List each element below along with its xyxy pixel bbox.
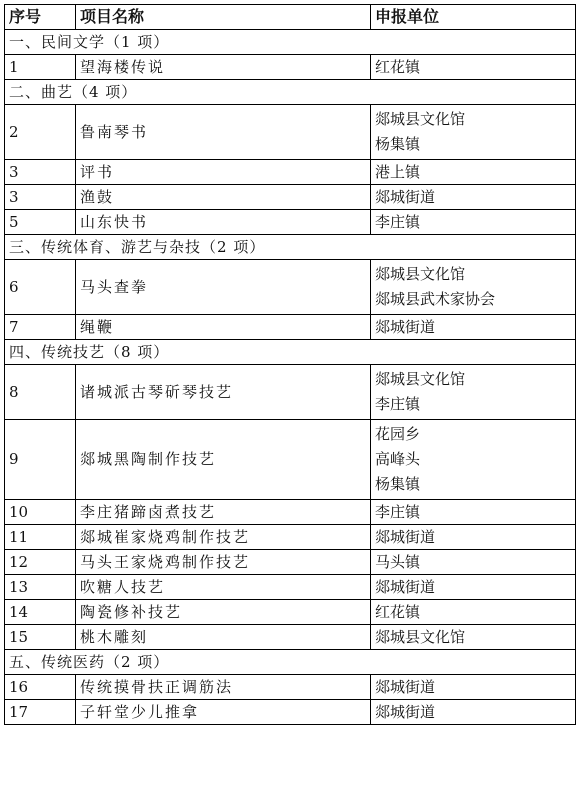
table-row [5, 420, 576, 500]
unit-cell [371, 625, 576, 650]
table-row [5, 160, 576, 185]
unit-cell [371, 700, 576, 725]
project-name: 马头王家烧鸡制作技艺 [76, 550, 371, 575]
unit-cell [371, 185, 576, 210]
project-name: 绳鞭 [76, 315, 371, 340]
row-index: 11 [5, 525, 76, 550]
applicant-unit: 杨集镇 [375, 475, 421, 493]
project-name: 桃木雕刻 [76, 625, 371, 650]
applicant-unit: 郯城县文化馆 [375, 110, 466, 128]
unit-cell [371, 500, 576, 525]
applicant-unit: 郯城街道 [375, 678, 436, 696]
row-index: 14 [5, 600, 76, 625]
unit-cell [371, 260, 576, 315]
applicant-unit: 郯城街道 [375, 703, 436, 721]
table-row [5, 185, 576, 210]
unit-cell [371, 210, 576, 235]
project-name: 鲁南琴书 [76, 105, 371, 160]
table-row [5, 210, 576, 235]
unit-cell [371, 105, 576, 160]
table-row [5, 365, 576, 420]
applicant-unit: 花园乡 [375, 425, 421, 443]
unit-cell [371, 315, 576, 340]
unit-cell [371, 550, 576, 575]
header-row [5, 5, 576, 30]
unit-cell [371, 675, 576, 700]
section-title: 三、传统体育、游艺与杂技（2 项） [5, 235, 576, 260]
row-index: 15 [5, 625, 76, 650]
applicant-unit: 郯城县文化馆 [375, 265, 466, 283]
row-index: 5 [5, 210, 76, 235]
table-body [5, 30, 576, 725]
applicant-unit: 红花镇 [375, 58, 421, 76]
applicant-unit: 李庄镇 [375, 213, 421, 231]
project-name: 郯城黑陶制作技艺 [76, 420, 371, 500]
project-name: 马头查拳 [76, 260, 371, 315]
row-index: 6 [5, 260, 76, 315]
applicant-unit: 李庄镇 [375, 503, 421, 521]
table-row [5, 625, 576, 650]
row-index: 17 [5, 700, 76, 725]
section-row [5, 340, 576, 365]
unit-cell [371, 525, 576, 550]
row-index: 10 [5, 500, 76, 525]
unit-cell [371, 160, 576, 185]
table-row [5, 525, 576, 550]
row-index: 16 [5, 675, 76, 700]
unit-cell [371, 600, 576, 625]
unit-cell [371, 365, 576, 420]
header-index: 序号 [5, 5, 76, 30]
applicant-unit: 高峰头 [375, 450, 421, 468]
project-name: 吹糖人技艺 [76, 575, 371, 600]
project-name: 李庄猪蹄卤煮技艺 [76, 500, 371, 525]
row-index: 2 [5, 105, 76, 160]
applicant-unit: 郯城街道 [375, 318, 436, 336]
header-project: 项目名称 [76, 5, 371, 30]
project-name: 陶瓷修补技艺 [76, 600, 371, 625]
table-row [5, 55, 576, 80]
project-name: 传统摸骨扶正调筋法 [76, 675, 371, 700]
unit-cell [371, 420, 576, 500]
unit-cell [371, 575, 576, 600]
row-index: 7 [5, 315, 76, 340]
applicant-unit: 李庄镇 [375, 395, 421, 413]
row-index: 12 [5, 550, 76, 575]
table-row [5, 500, 576, 525]
section-row [5, 80, 576, 105]
section-title: 二、曲艺（4 项） [5, 80, 576, 105]
table-row [5, 675, 576, 700]
table-row [5, 575, 576, 600]
project-name: 望海楼传说 [76, 55, 371, 80]
project-name: 郯城崔家烧鸡制作技艺 [76, 525, 371, 550]
section-row [5, 235, 576, 260]
applicant-unit: 郯城街道 [375, 188, 436, 206]
row-index: 3 [5, 185, 76, 210]
header-unit: 申报单位 [371, 5, 576, 30]
project-name: 诸城派古琴斫琴技艺 [76, 365, 371, 420]
project-name: 评书 [76, 160, 371, 185]
table-row [5, 550, 576, 575]
project-name: 渔鼓 [76, 185, 371, 210]
unit-cell [371, 55, 576, 80]
section-title: 五、传统医药（2 项） [5, 650, 576, 675]
table-row [5, 315, 576, 340]
applicant-unit: 郯城县文化馆 [375, 370, 466, 388]
row-index: 3 [5, 160, 76, 185]
table-row [5, 600, 576, 625]
applicant-unit: 郯城县文化馆 [375, 628, 466, 646]
applicant-unit: 郯城街道 [375, 578, 436, 596]
heritage-table [4, 4, 576, 725]
project-name: 山东快书 [76, 210, 371, 235]
applicant-unit: 郯城街道 [375, 528, 436, 546]
row-index: 9 [5, 420, 76, 500]
applicant-unit: 郯城县武术家协会 [375, 290, 496, 308]
section-row [5, 650, 576, 675]
section-title: 四、传统技艺（8 项） [5, 340, 576, 365]
applicant-unit: 港上镇 [375, 163, 421, 181]
applicant-unit: 红花镇 [375, 603, 421, 621]
project-name: 子轩堂少儿推拿 [76, 700, 371, 725]
table-row [5, 260, 576, 315]
applicant-unit: 杨集镇 [375, 135, 421, 153]
row-index: 1 [5, 55, 76, 80]
section-title: 一、民间文学（1 项） [5, 30, 576, 55]
applicant-unit: 马头镇 [375, 553, 421, 571]
table-row [5, 105, 576, 160]
table-row [5, 700, 576, 725]
section-row [5, 30, 576, 55]
row-index: 8 [5, 365, 76, 420]
row-index: 13 [5, 575, 76, 600]
